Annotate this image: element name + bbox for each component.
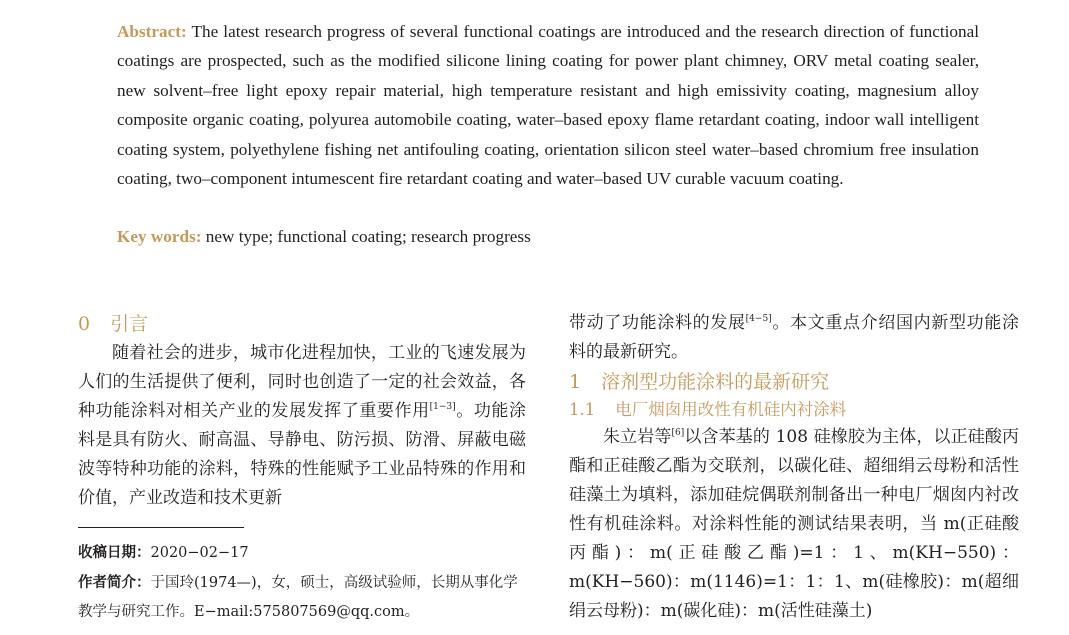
section-0-heading — [78, 309, 526, 339]
footnote-author — [78, 568, 526, 627]
section-0-title: 引言 — [110, 313, 149, 335]
received-date: 2020−02−17 — [150, 545, 249, 561]
section-1-title: 溶剂型功能涂料的最新研究 — [601, 371, 830, 393]
keywords — [117, 222, 979, 251]
intro-text-1: 随着社会的进步，城市化进程加快，工业的飞速发展为人们的生活提供了便利，同时也创造了一定的社会效益，各种功能涂料对相关产业的发展发挥了重要作用 — [78, 343, 526, 421]
abstract-text: The latest research progress of several functional coatings are introduced and the research direction of functional coatings are prospected, such as the modified silicone lining coating for power plant chimney, ORV metal coating sealer, new solvent–free light epoxy repair material, high temperature resistant and high emissivity coating, magnesium alloy composite organic coating, polyurea automobile coating, water–based epoxy flame retardant coating, indoor wall intelligent coating system, polyethylene fishing net antifouling coating, orientation silicon steel water–based chromium free insulation coating, two–component intumescent fire retardant coating and water–based UV curable vacuum coating. — [117, 22, 979, 189]
section-1-1-paragraph — [569, 423, 1019, 626]
intro-paragraph — [78, 339, 526, 513]
intro-text-2: 。功能涂料是具有防火、耐高温、导静电、防污损、防滑、屏蔽电磁波等特种功能的涂料，特殊的性能赋予工业品特殊的作用和价值，产业改造和技术更新 — [78, 401, 527, 508]
citation-1-3: [1−3] — [429, 402, 456, 412]
continued-text-2: 。本文重点介绍国内新型功能涂料的最新研究。 — [569, 313, 1020, 362]
keywords-label: Key words: — [117, 227, 202, 246]
footnote-received — [78, 538, 526, 568]
section-0-number: 0 — [78, 313, 91, 335]
continued-paragraph — [569, 309, 1019, 367]
section-1-1-heading — [569, 397, 1019, 423]
citation-6: [6] — [671, 428, 685, 438]
continued-text-1: 带动了功能涂料的发展 — [569, 313, 746, 333]
section-1-1-title: 电厂烟囱用改性有机硅内衬涂料 — [615, 400, 847, 419]
abstract-label: Abstract: — [117, 22, 187, 41]
left-column — [78, 309, 526, 627]
keywords-text: new type; functional coating; research progress — [205, 227, 531, 246]
right-column — [569, 309, 1019, 626]
section-1-1-number: 1.1 — [569, 400, 596, 419]
author-info: 于国玲(1974—)，女，硕士，高级试验师，长期从事化学教学与研究工作。E−mail:575807569@qq.com。 — [78, 575, 518, 620]
footnote-rule — [78, 527, 244, 528]
abstract — [117, 17, 979, 193]
section-1-number: 1 — [569, 371, 582, 393]
section-1-1-text-1: 朱立岩等 — [603, 427, 672, 447]
citation-4-5: [4−5] — [745, 314, 772, 324]
section-1-heading — [569, 367, 1019, 397]
section-1-1-text-2: 以含苯基的 108 硅橡胶为主体，以正硅酸丙酯和正硅酸乙酯为交联剂，以碳化硅、超细绢云母粉和活性硅藻土为填料，添加硅烷偶联剂制备出一种电厂烟囱内衬改性有机硅涂料。对涂料性能的测试结果表明，当 m(正硅酸丙酯)：m(正硅酸乙酯)=1：1、m(KH−550)：m(KH−560)：m(1146)=1：1：1、m(硅橡胶)：m(超细绢云母粉)：m(碳化硅)：m(活性硅藻土) — [569, 427, 1020, 621]
received-label: 收稿日期： — [78, 544, 151, 561]
author-label: 作者简介： — [78, 574, 151, 591]
